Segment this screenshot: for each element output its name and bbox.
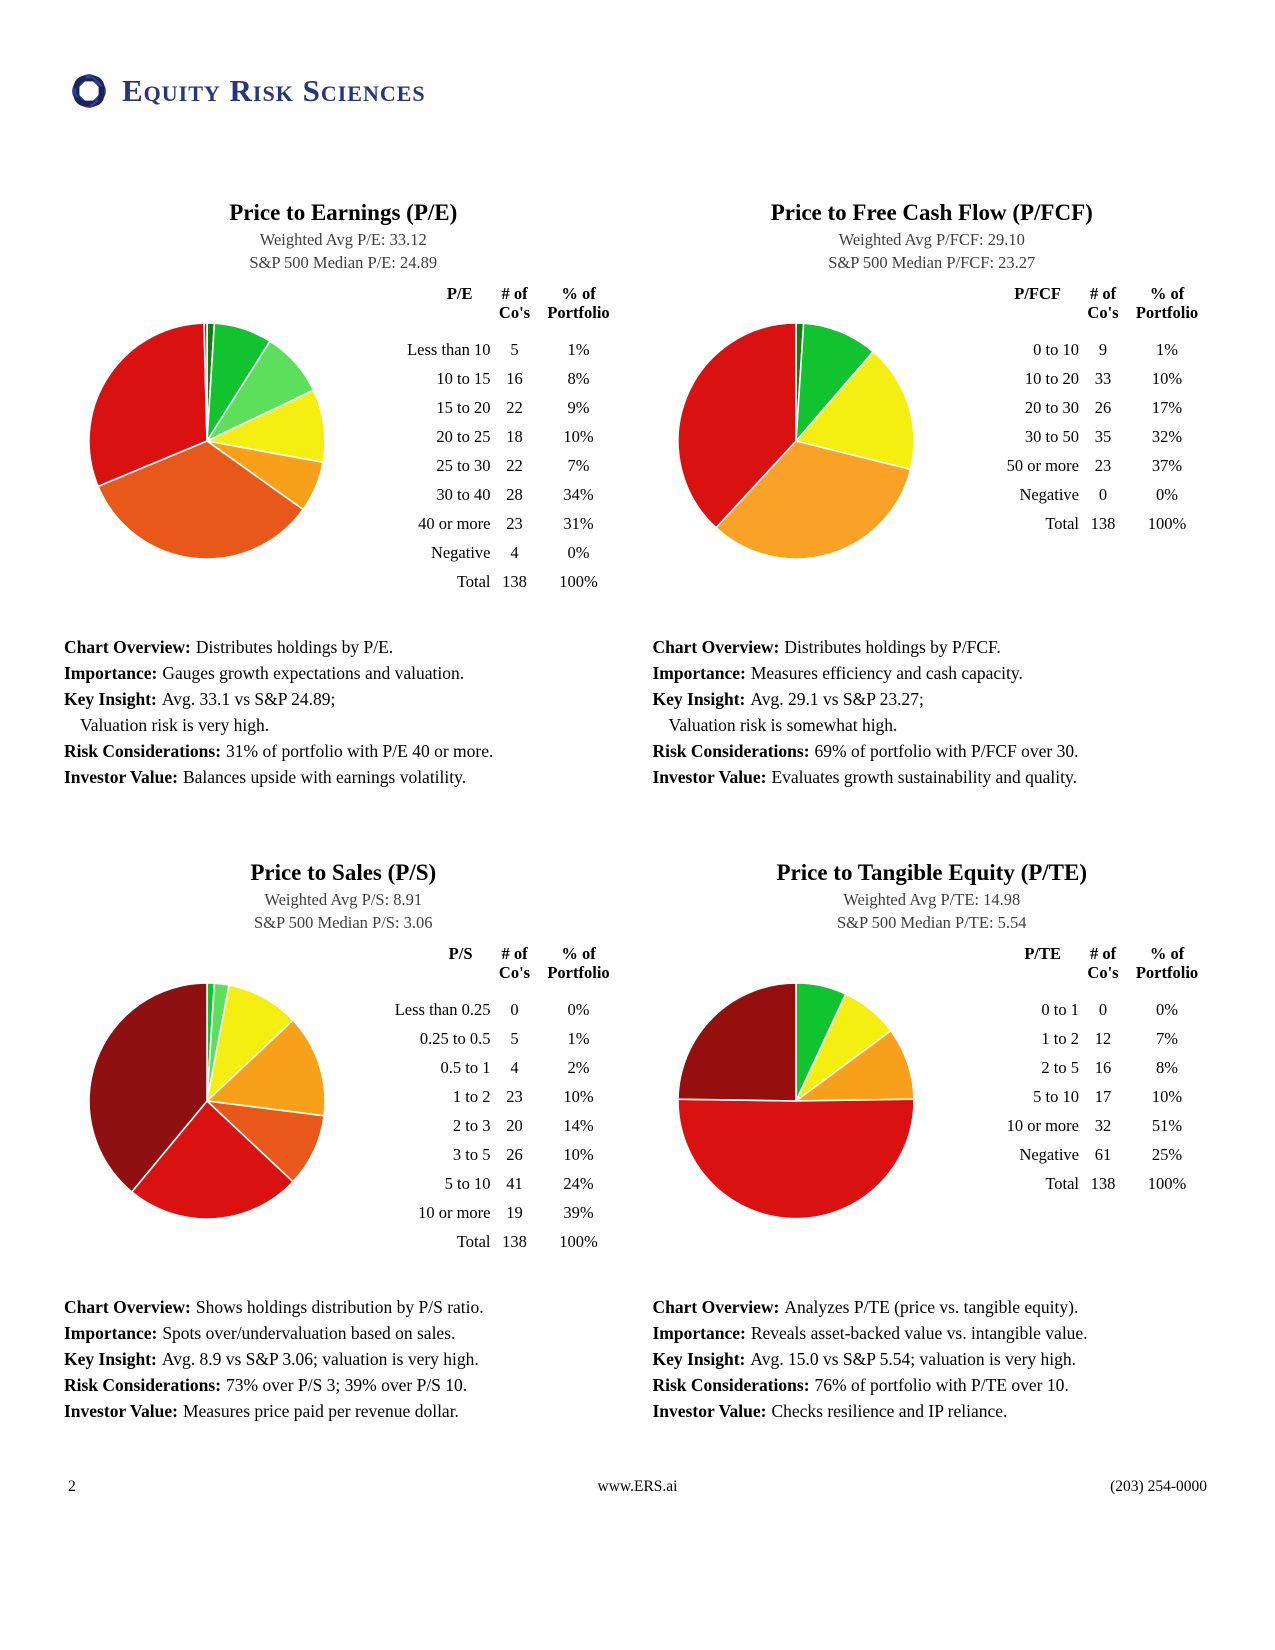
weighted-avg-line: Weighted Avg P/FCF: 29.10 [838,230,1025,249]
range-cell: 5 to 10 [444,1173,491,1193]
chart-sections-grid [64,198,1211,1424]
note-label: Investor Value: [64,767,178,787]
range-cell: 1 to 2 [452,1086,491,1106]
count-cell: 33 [1094,368,1112,388]
note-line: Importance: Measures efficiency and cash capacity. [652,663,1023,683]
pct-cell: 100% [1147,513,1187,533]
range-cell: 15 to 20 [436,397,491,417]
ratio-table [359,944,619,1256]
note-line: Key Insight: Avg. 8.9 vs S&P 3.06; valuation is very high. [64,1349,479,1369]
note-line: Key Insight: Avg. 29.1 vs S&P 23.27; [652,689,924,709]
count-cell: 0 [1098,999,1108,1019]
section-price-to-free-cash-flow [653,198,1212,790]
ratio-table-rows [947,995,1207,1198]
section-price-to-earnings [64,198,623,790]
count-cell: 0 [510,999,519,1019]
phone-number: (203) 254-0000 [1110,1478,1208,1495]
pct-cell: 0% [1156,999,1178,1019]
sp500-median-line: S&P 500 Median P/S: 3.06 [253,913,433,932]
note-line: Chart Overview: Distributes holdings by P/E. [64,637,394,657]
count-cell: 138 [502,1231,527,1251]
pie-chart-wrap [86,980,328,1227]
ratio-table-rows [359,335,619,596]
pie-chart [675,320,917,562]
pct-cell: 10% [563,426,594,446]
note-label: Key Insight: [652,689,746,709]
count-cell: 12 [1094,1028,1112,1048]
table-header [359,944,619,982]
weighted-avg-line: Weighted Avg P/S: 8.91 [264,890,423,909]
pct-cell: 31% [563,513,594,533]
table-row [359,1140,619,1169]
range-cell: Negative [430,542,491,562]
table-row [947,1169,1207,1198]
count-cell: 61 [1094,1144,1112,1164]
pct-cell: 0% [567,542,590,562]
note-line: Valuation risk is very high. [80,715,270,735]
note-label: Risk Considerations: [64,741,222,761]
count-column-header: # of Co's [498,284,531,322]
table-row [359,509,619,538]
count-cell: 22 [506,455,523,475]
pct-cell: 25% [1151,1144,1183,1164]
chart-and-table [653,944,1212,1268]
page-number: 2 [68,1478,76,1495]
table-row [359,1227,619,1256]
note-line: Importance: Reveals asset-backed value vs. intangible value. [652,1323,1088,1343]
company-logo [66,68,426,114]
count-cell: 28 [506,484,523,504]
range-cell: 0.5 to 1 [440,1057,491,1077]
table-header [359,284,619,322]
pct-cell: 1% [567,339,590,359]
range-cell: 3 to 5 [452,1144,491,1164]
pct-cell: 2% [567,1057,590,1077]
range-cell: 5 to 10 [1033,1086,1079,1106]
pct-cell: 7% [1156,1028,1178,1048]
pct-column-header: % of Portfolio [547,284,610,322]
count-cell: 4 [510,1057,519,1077]
count-cell: 4 [510,542,519,562]
ratio-table [947,284,1207,538]
note-line: Importance: Spots over/undervaluation based on sales. [64,1323,456,1343]
count-cell: 9 [1098,339,1108,359]
note-label: Importance: [652,1323,746,1343]
count-cell: 138 [502,571,527,591]
count-cell: 16 [506,368,523,388]
pct-cell: 24% [563,1173,594,1193]
pct-cell: 100% [559,571,598,591]
range-cell: Negative [1019,484,1079,504]
note-label: Investor Value: [64,1401,178,1421]
page-footer [68,1478,1207,1496]
table-row [359,364,619,393]
section-title: Price to Sales (P/S) [250,860,437,885]
pct-column-header: % of Portfolio [1135,944,1199,982]
table-row [947,364,1207,393]
table-header [947,284,1207,322]
note-line: Chart Overview: Analyzes P/TE (price vs. tangible equity). [652,1297,1079,1317]
table-row [947,451,1207,480]
pct-cell: 100% [559,1231,598,1251]
pct-cell: 0% [1156,484,1178,504]
range-cell: Less than 0.25 [394,999,491,1019]
note-line: Chart Overview: Shows holdings distribution by P/S ratio. [64,1297,484,1317]
pie-chart-wrap [675,320,917,567]
pct-cell: 100% [1147,1173,1187,1193]
count-cell: 5 [510,1028,519,1048]
count-cell: 32 [1094,1115,1112,1135]
table-row [359,1111,619,1140]
count-cell: 18 [506,426,523,446]
weighted-avg-line: Weighted Avg P/E: 33.12 [259,230,427,249]
pie-chart-wrap [675,980,917,1227]
table-row [947,422,1207,451]
website: www.ERS.ai [597,1478,678,1495]
note-label: Key Insight: [64,1349,157,1369]
chart-and-table [64,944,623,1268]
range-cell: 0 to 10 [1033,339,1079,359]
note-line: Risk Considerations: 76% of portfolio with P/TE over 10. [652,1375,1069,1395]
count-column-header: # of Co's [1087,284,1119,322]
table-row [359,1198,619,1227]
count-cell: 16 [1094,1057,1112,1077]
pie-chart [86,980,328,1222]
table-row [947,335,1207,364]
pie-chart-wrap [86,320,328,567]
range-cell: 40 or more [418,513,491,533]
pct-cell: 7% [567,455,590,475]
range-cell: Total [1045,513,1079,533]
ers-knot-logo-icon [66,68,112,114]
pct-cell: 32% [1151,426,1183,446]
count-cell: 138 [1090,513,1116,533]
note-label: Chart Overview: [652,1297,780,1317]
pie-chart [86,320,328,562]
range-cell: 20 to 25 [436,426,491,446]
range-cell: 2 to 5 [1041,1057,1079,1077]
range-cell: Less than 10 [407,339,491,359]
table-row [359,422,619,451]
ratio-table [359,284,619,596]
pct-cell: 8% [567,368,590,388]
count-cell: 23 [506,513,523,533]
count-cell: 17 [1094,1086,1112,1106]
table-row [947,995,1207,1024]
note-label: Key Insight: [64,689,157,709]
count-cell: 26 [506,1144,523,1164]
note-label: Key Insight: [652,1349,746,1369]
pct-column-header: % of Portfolio [547,944,610,982]
section-title: Price to Tangible Equity (P/TE) [776,860,1088,885]
note-label: Chart Overview: [64,1297,191,1317]
section-title: Price to Earnings (P/E) [229,200,458,225]
pct-cell: 0% [567,999,590,1019]
count-cell: 0 [1098,484,1108,504]
table-header [947,944,1207,982]
range-cell: 10 to 15 [436,368,491,388]
pct-cell: 1% [567,1028,590,1048]
notes [653,634,1212,790]
table-row [359,451,619,480]
table-row [359,1082,619,1111]
note-label: Chart Overview: [64,637,191,657]
note-line: Valuation risk is somewhat high. [668,715,898,735]
table-row [359,393,619,422]
note-line: Importance: Gauges growth expectations and valuation. [64,663,465,683]
note-line: Risk Considerations: 31% of portfolio with P/E 40 or more. [64,741,494,761]
range-cell: 1 to 2 [1041,1028,1079,1048]
pct-cell: 10% [563,1086,594,1106]
ratio-table-rows [947,335,1207,538]
table-row [359,995,619,1024]
range-cell: 2 to 3 [452,1115,491,1135]
pie-slice [678,983,796,1101]
table-row [359,1024,619,1053]
ratio-column-header: P/FCF [1014,284,1061,303]
range-cell: 20 to 30 [1024,397,1079,417]
chart-and-table [64,284,623,608]
count-column-header: # of Co's [1087,944,1119,982]
table-row [947,480,1207,509]
count-cell: 41 [506,1173,523,1193]
pct-cell: 17% [1151,397,1183,417]
range-cell: Total [1045,1173,1079,1193]
pct-cell: 1% [1156,339,1178,359]
table-row [947,1053,1207,1082]
notes [653,1294,1212,1424]
range-cell: 30 to 40 [436,484,491,504]
pct-cell: 10% [563,1144,594,1164]
count-cell: 5 [510,339,519,359]
pct-cell: 9% [567,397,590,417]
note-label: Investor Value: [652,767,767,787]
count-cell: 20 [506,1115,523,1135]
pct-cell: 51% [1151,1115,1183,1135]
section-price-to-tangible-equity [653,858,1212,1424]
company-name: Equity Risk Sciences [122,73,426,108]
note-line: Investor Value: Balances upside with earnings volatility. [64,767,467,787]
table-row [947,509,1207,538]
notes [64,634,623,790]
ratio-table [947,944,1207,1198]
note-label: Importance: [64,1323,158,1343]
pie-chart [675,980,917,1222]
range-cell: 25 to 30 [436,455,491,475]
pct-column-header: % of Portfolio [1135,284,1199,322]
note-line: Key Insight: Avg. 15.0 vs S&P 5.54; valuation is very high. [652,1349,1077,1369]
table-row [947,393,1207,422]
ratio-column-header: P/TE [1024,944,1061,963]
count-column-header: # of Co's [498,944,531,982]
note-line: Key Insight: Avg. 33.1 vs S&P 24.89; [64,689,336,709]
notes [64,1294,623,1424]
table-row [359,1053,619,1082]
table-row [359,480,619,509]
weighted-avg-line: Weighted Avg P/TE: 14.98 [843,890,1021,909]
pct-cell: 10% [1151,1086,1183,1106]
note-line: Investor Value: Checks resilience and IP reliance. [652,1401,1008,1421]
range-cell: 10 or more [1006,1115,1079,1135]
table-row [947,1024,1207,1053]
pct-cell: 14% [563,1115,594,1135]
sp500-median-line: S&P 500 Median P/TE: 5.54 [836,913,1027,932]
ratio-column-header: P/S [448,944,473,963]
count-cell: 35 [1094,426,1112,446]
note-label: Importance: [64,663,158,683]
range-cell: 30 to 50 [1024,426,1079,446]
count-cell: 26 [1094,397,1112,417]
pct-cell: 34% [563,484,594,504]
range-cell: Negative [1019,1144,1079,1164]
note-label: Investor Value: [652,1401,767,1421]
note-label: Risk Considerations: [652,1375,810,1395]
range-cell: 50 or more [1006,455,1079,475]
count-cell: 23 [506,1086,523,1106]
ratio-column-header: P/E [446,284,473,303]
note-line: Risk Considerations: 73% over P/S 3; 39% over P/S 10. [64,1375,468,1395]
range-cell: 0.25 to 0.5 [419,1028,491,1048]
note-label: Importance: [652,663,746,683]
pct-cell: 37% [1151,455,1183,475]
table-row [359,538,619,567]
chart-and-table [653,284,1212,608]
pct-cell: 8% [1156,1057,1178,1077]
range-cell: Total [456,1231,491,1251]
pct-cell: 10% [1151,368,1183,388]
note-label: Risk Considerations: [64,1375,222,1395]
section-title: Price to Free Cash Flow (P/FCF) [770,200,1093,225]
table-row [947,1082,1207,1111]
pct-cell: 39% [563,1202,594,1222]
table-row [947,1111,1207,1140]
section-price-to-sales [64,858,623,1424]
note-line: Chart Overview: Distributes holdings by P/FCF. [652,637,1001,657]
note-line: Investor Value: Measures price paid per revenue dollar. [64,1401,459,1421]
sp500-median-line: S&P 500 Median P/E: 24.89 [249,253,438,272]
range-cell: 0 to 1 [1041,999,1079,1019]
note-label: Risk Considerations: [652,741,810,761]
count-cell: 19 [506,1202,523,1222]
note-label: Chart Overview: [652,637,780,657]
range-cell: Total [456,571,491,591]
table-row [359,335,619,364]
note-line: Risk Considerations: 69% of portfolio with P/FCF over 30. [652,741,1079,761]
table-row [947,1140,1207,1169]
range-cell: 10 or more [418,1202,491,1222]
count-cell: 22 [506,397,523,417]
ratio-table-rows [359,995,619,1256]
count-cell: 23 [1094,455,1112,475]
range-cell: 10 to 20 [1024,368,1079,388]
note-line: Investor Value: Evaluates growth sustainability and quality. [652,767,1077,787]
table-row [359,1169,619,1198]
sp500-median-line: S&P 500 Median P/FCF: 23.27 [828,253,1036,272]
pie-slice [678,1099,914,1219]
table-row [359,567,619,596]
count-cell: 138 [1090,1173,1116,1193]
